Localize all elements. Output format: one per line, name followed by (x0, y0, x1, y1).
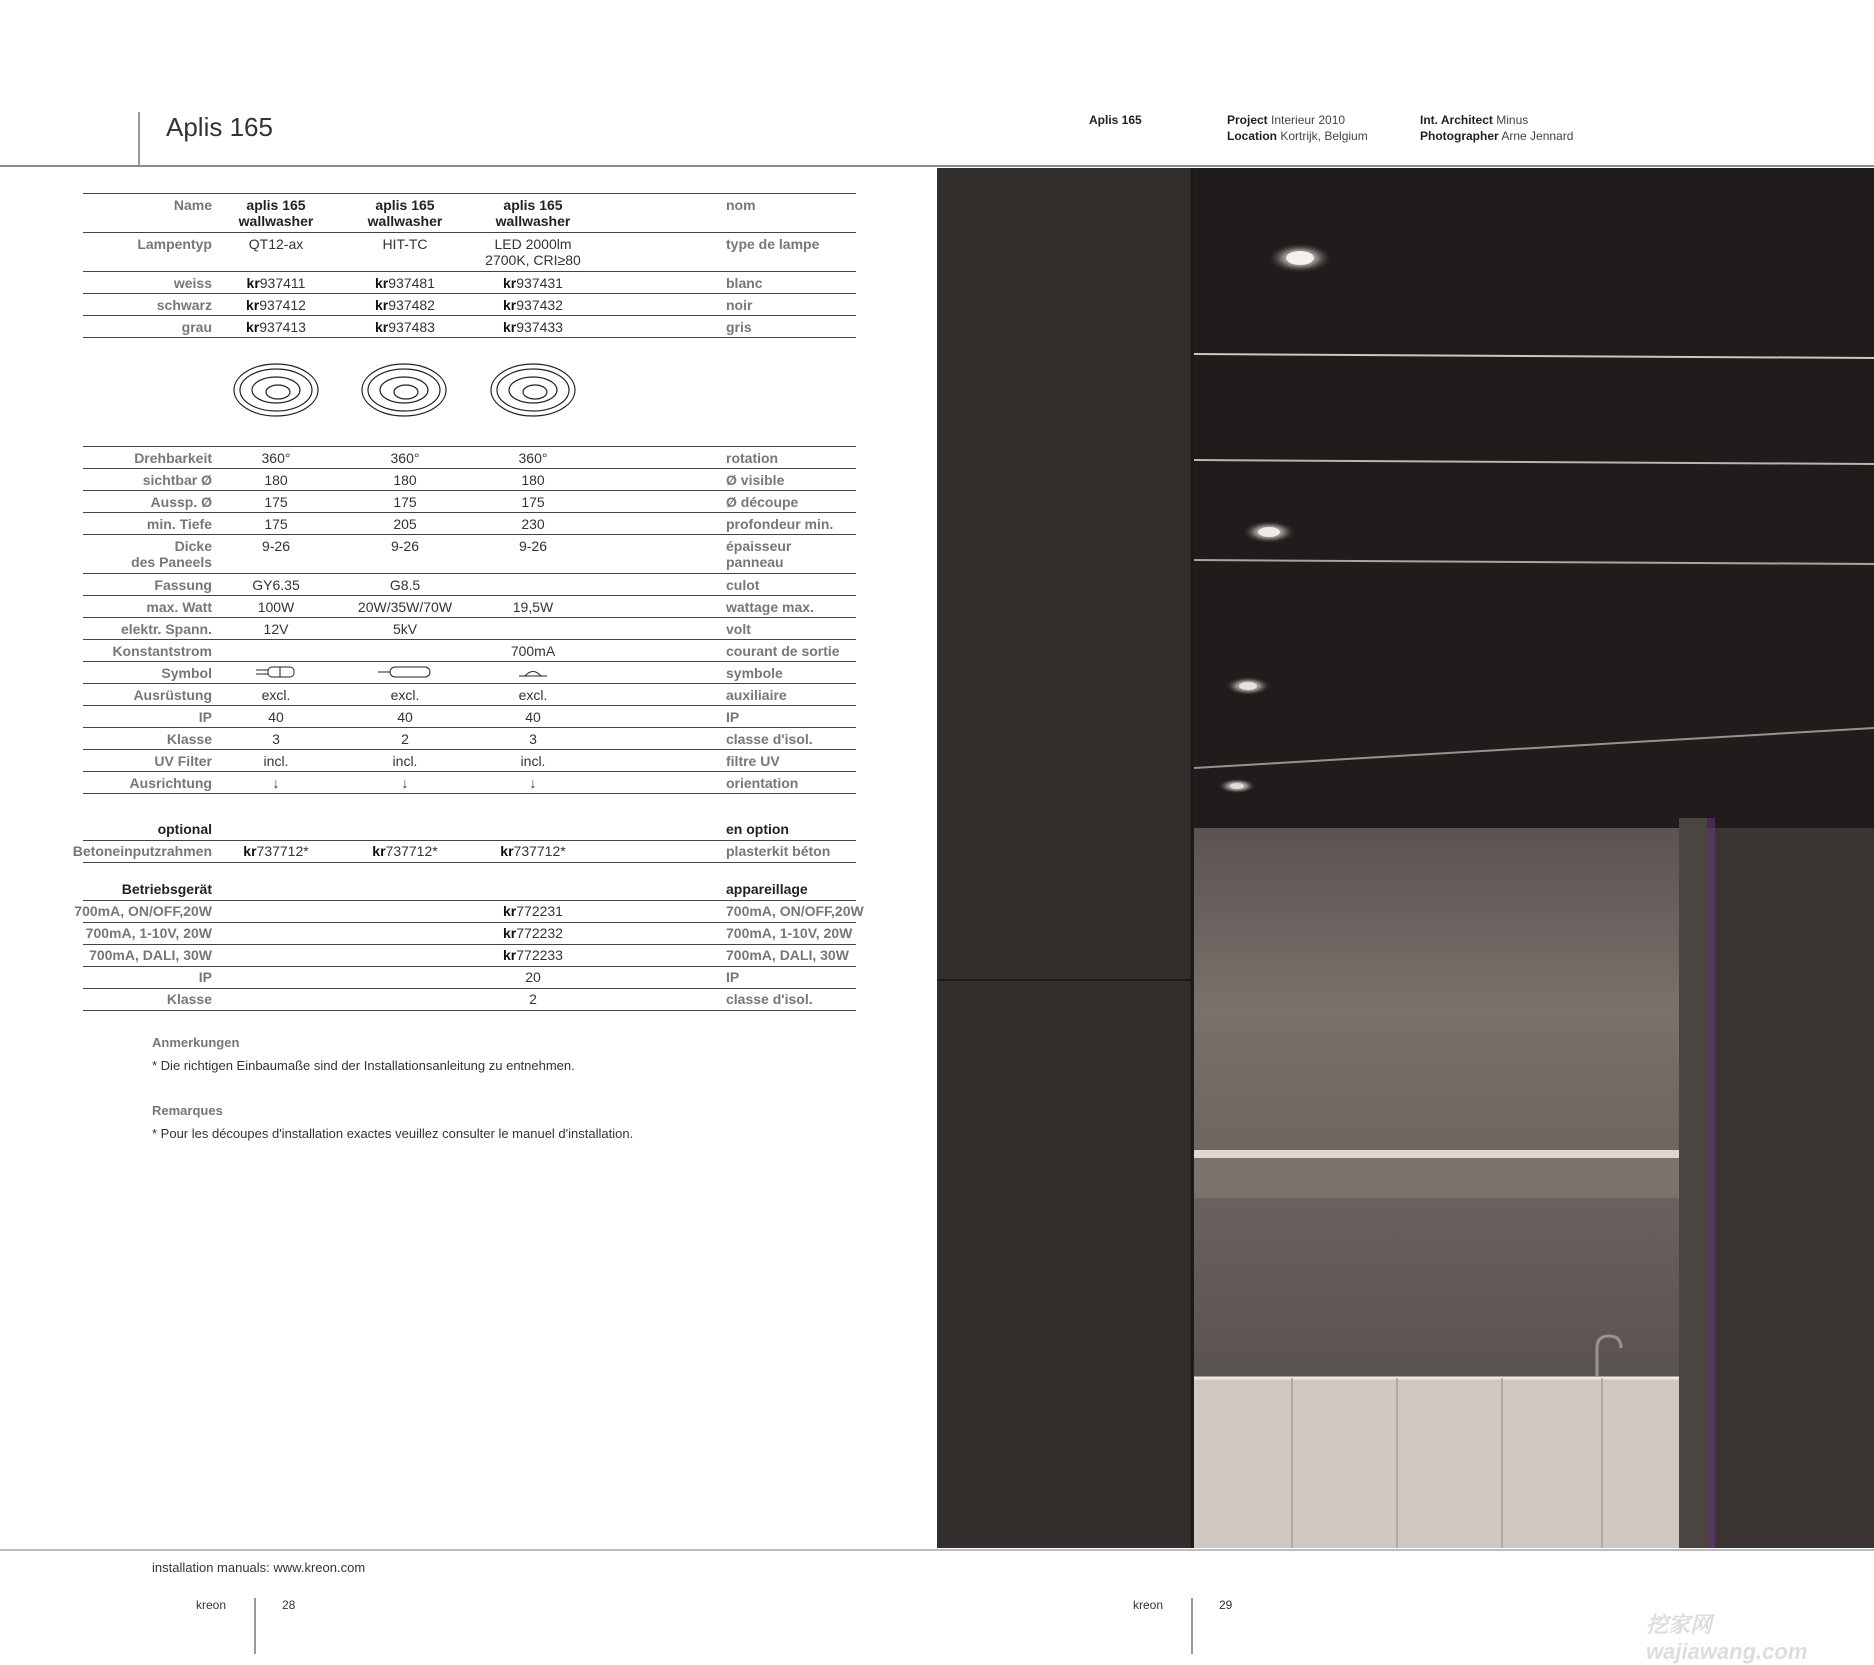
table-rule (83, 683, 856, 684)
row-value (473, 665, 593, 679)
row-value: 19,5W (512, 599, 554, 615)
row-label: Klasse (166, 991, 212, 1007)
table-rule (83, 944, 856, 945)
row-value (345, 665, 465, 679)
row-value: kr937483 (375, 319, 435, 335)
row-fr-label: IP (726, 969, 740, 985)
row-fr-label: Ø visible (726, 472, 785, 488)
row-value: kr937431 (503, 275, 563, 291)
footer-brand-right: kreon (1133, 1598, 1164, 1612)
row-label: 700mA, 1-10V, 20W (85, 925, 212, 941)
row-label: max. Watt (146, 599, 212, 615)
product-drawing-3 (491, 364, 575, 416)
table-rule (83, 446, 856, 447)
row-value: aplis 165 wallwasher (495, 197, 571, 229)
row-fr-label: Ø découpe (726, 494, 799, 510)
row-value: kr737712* (372, 843, 438, 859)
lamp-symbol-qt12-icon (254, 665, 298, 679)
table-rule (83, 573, 856, 574)
row-value: GY6.35 (252, 577, 300, 593)
row-value: G8.5 (389, 577, 421, 593)
table-rule (83, 771, 856, 772)
row-fr-label: auxiliaire (726, 687, 787, 703)
row-fr-label: 700mA, ON/OFF,20W (726, 903, 864, 919)
row-value: 20 (525, 969, 541, 985)
row-value: 40 (397, 709, 413, 725)
row-fr-label: volt (726, 621, 751, 637)
row-value: 700mA (510, 643, 556, 659)
row-label: optional (157, 821, 212, 837)
row-fr-label: culot (726, 577, 760, 593)
row-value: 3 (272, 731, 280, 747)
row-value: kr772233 (503, 947, 563, 963)
row-value: kr937482 (375, 297, 435, 313)
row-value: 360° (518, 450, 548, 466)
table-rule (83, 337, 856, 338)
footer-page-right: 29 (1219, 1598, 1233, 1612)
row-label: Konstantstrom (112, 643, 212, 659)
row-value: aplis 165 wallwasher (367, 197, 443, 229)
row-value: 175 (393, 494, 417, 510)
footer-divider-right (1191, 1598, 1193, 1654)
notes-de-text: * Die richtigen Einbaumaße sind der Installationsanleitung zu entnehmen. (152, 1058, 575, 1073)
row-value: 40 (268, 709, 284, 725)
footer-page-left: 28 (282, 1598, 296, 1612)
location-label: Location (1227, 129, 1277, 143)
footer-rule (0, 1549, 1874, 1551)
table-rule (83, 490, 856, 491)
row-label: Ausrichtung (129, 775, 212, 791)
row-value: 2 (401, 731, 409, 747)
row-label: UV Filter (154, 753, 212, 769)
row-value: 180 (264, 472, 288, 488)
meta-project (1227, 112, 1368, 144)
table-rule (83, 468, 856, 469)
lamp-symbol-hit-icon (376, 665, 434, 679)
notes-de-title: Anmerkungen (152, 1035, 240, 1050)
header-divider (138, 112, 140, 166)
row-value: ↓ (401, 775, 409, 791)
row-label: Name (173, 197, 212, 213)
row-label: Drehbarkeit (134, 450, 212, 466)
product-drawings (230, 360, 590, 420)
row-value: kr737712* (243, 843, 309, 859)
table-rule (83, 793, 856, 794)
row-value: 175 (521, 494, 545, 510)
project-photo (937, 168, 1874, 1548)
row-fr-label: symbole (726, 665, 783, 681)
row-value: 360° (261, 450, 291, 466)
row-label: schwarz (156, 297, 212, 313)
row-value: incl. (263, 753, 289, 769)
row-value: 9-26 (518, 538, 548, 554)
table-rule (83, 661, 856, 662)
watermark: 挖家网 wajiawang.com (1646, 1612, 1808, 1664)
row-fr-label: appareillage (726, 881, 808, 897)
table-rule (83, 988, 856, 989)
row-value: 205 (393, 516, 417, 532)
row-value: 9-26 (390, 538, 420, 554)
row-value: kr937481 (375, 275, 435, 291)
row-value: 3 (529, 731, 537, 747)
row-fr-label: rotation (726, 450, 779, 466)
row-value: kr737712* (500, 843, 566, 859)
table-rule (83, 512, 856, 513)
table-rule (83, 534, 856, 535)
architect-label: Int. Architect (1420, 113, 1493, 127)
footer-brand-left: kreon (196, 1598, 227, 1612)
row-value: excl. (261, 687, 291, 703)
row-fr-label: courant de sortie (726, 643, 840, 659)
row-fr-label: plasterkit béton (726, 843, 831, 859)
row-value: 360° (390, 450, 420, 466)
lamp-symbol-led-icon (515, 665, 551, 679)
interior-photo-illustration (937, 168, 1874, 1548)
row-label: Klasse (166, 731, 212, 747)
row-fr-label: type de lampe (726, 236, 820, 252)
row-value: kr937413 (246, 319, 306, 335)
row-value: kr772232 (503, 925, 563, 941)
row-value: kr937433 (503, 319, 563, 335)
table-rule (83, 1010, 856, 1011)
row-value: kr937432 (503, 297, 563, 313)
row-value: ↓ (529, 775, 537, 791)
row-value: aplis 165 wallwasher (238, 197, 314, 229)
row-label: weiss (173, 275, 212, 291)
row-label: sichtbar Ø (142, 472, 212, 488)
table-rule (83, 966, 856, 967)
row-value: kr772231 (503, 903, 563, 919)
row-value: 40 (525, 709, 541, 725)
product-drawing-1 (234, 364, 318, 416)
photographer-value: Arne Jennard (1501, 129, 1574, 143)
installation-manuals-link[interactable]: installation manuals: www.kreon.com (152, 1560, 366, 1575)
row-label: IP (198, 969, 212, 985)
meta-credits (1420, 112, 1573, 144)
notes-fr-text: * Pour les découpes d'installation exactes veuillez consulter le manuel d'installation. (152, 1126, 634, 1141)
table-rule (83, 922, 856, 923)
row-fr-label: IP (726, 709, 740, 725)
row-fr-label: 700mA, DALI, 30W (726, 947, 849, 963)
row-label: Lampentyp (137, 236, 212, 252)
table-rule (83, 840, 856, 841)
row-label: elektr. Spann. (120, 621, 212, 637)
row-fr-label: orientation (726, 775, 799, 791)
row-fr-label: en option (726, 821, 789, 837)
row-label: Betoneinputzrahmen (72, 843, 212, 859)
row-value (216, 665, 336, 679)
row-value: 230 (521, 516, 545, 532)
row-label: Betriebsgerät (121, 881, 212, 897)
table-rule (83, 293, 856, 294)
table-rule (83, 315, 856, 316)
row-label: 700mA, ON/OFF,20W (74, 903, 212, 919)
row-label: 700mA, DALI, 30W (89, 947, 212, 963)
table-rule (83, 271, 856, 272)
project-label: Project (1227, 113, 1268, 127)
table-rule (83, 617, 856, 618)
notes-fr-title: Remarques (152, 1103, 223, 1118)
row-value: 180 (521, 472, 545, 488)
row-fr-label: classe d'isol. (726, 731, 813, 747)
row-value: 175 (264, 516, 288, 532)
row-value: 100W (257, 599, 295, 615)
row-value: HIT-TC (382, 236, 428, 252)
row-fr-label: noir (726, 297, 753, 313)
row-fr-label: blanc (726, 275, 763, 291)
table-rule (83, 749, 856, 750)
row-label: IP (198, 709, 212, 725)
row-value: QT12-ax (248, 236, 304, 252)
meta-product: Aplis 165 (1089, 113, 1142, 127)
row-label: grau (181, 319, 212, 335)
row-value: ↓ (272, 775, 280, 791)
product-drawing-2 (362, 364, 446, 416)
footer-divider-left (254, 1598, 256, 1654)
row-label: Dicke des Paneels (131, 538, 212, 570)
row-value: 12V (263, 621, 289, 637)
row-value: kr937411 (246, 275, 306, 291)
row-label: Aussp. Ø (150, 494, 212, 510)
table-rule (83, 639, 856, 640)
row-value: 9-26 (261, 538, 291, 554)
architect-value: Minus (1496, 113, 1529, 127)
table-rule (83, 193, 856, 194)
row-value: excl. (390, 687, 420, 703)
row-value: incl. (392, 753, 418, 769)
row-fr-label: 700mA, 1-10V, 20W (726, 925, 853, 941)
row-label: Fassung (154, 577, 212, 593)
row-fr-label: épaisseur panneau (726, 538, 792, 570)
table-rule (83, 727, 856, 728)
header-rule (0, 165, 1874, 167)
row-value: incl. (520, 753, 546, 769)
photographer-label: Photographer (1420, 129, 1499, 143)
row-label: Ausrüstung (133, 687, 212, 703)
row-fr-label: gris (726, 319, 752, 335)
page-title: Aplis 165 (166, 112, 273, 142)
row-fr-label: profondeur min. (726, 516, 834, 532)
row-value: 5kV (392, 621, 418, 637)
row-value: 20W/35W/70W (357, 599, 453, 615)
row-value: 175 (264, 494, 288, 510)
row-fr-label: classe d'isol. (726, 991, 813, 1007)
row-fr-label: wattage max. (726, 599, 814, 615)
row-value: 180 (393, 472, 417, 488)
project-value: Interieur 2010 (1271, 113, 1346, 127)
table-rule (83, 232, 856, 233)
row-label: Symbol (161, 665, 212, 681)
row-label: min. Tiefe (146, 516, 212, 532)
row-fr-label: filtre UV (726, 753, 780, 769)
table-rule (83, 595, 856, 596)
table-rule (83, 862, 856, 863)
row-value: 2 (529, 991, 537, 1007)
table-rule (83, 705, 856, 706)
location-value: Kortrijk, Belgium (1280, 129, 1368, 143)
row-value: kr937412 (246, 297, 306, 313)
table-rule (83, 900, 856, 901)
row-fr-label: nom (726, 197, 756, 213)
row-value: LED 2000lm 2700K, CRI≥80 (485, 236, 581, 268)
row-value: excl. (518, 687, 548, 703)
